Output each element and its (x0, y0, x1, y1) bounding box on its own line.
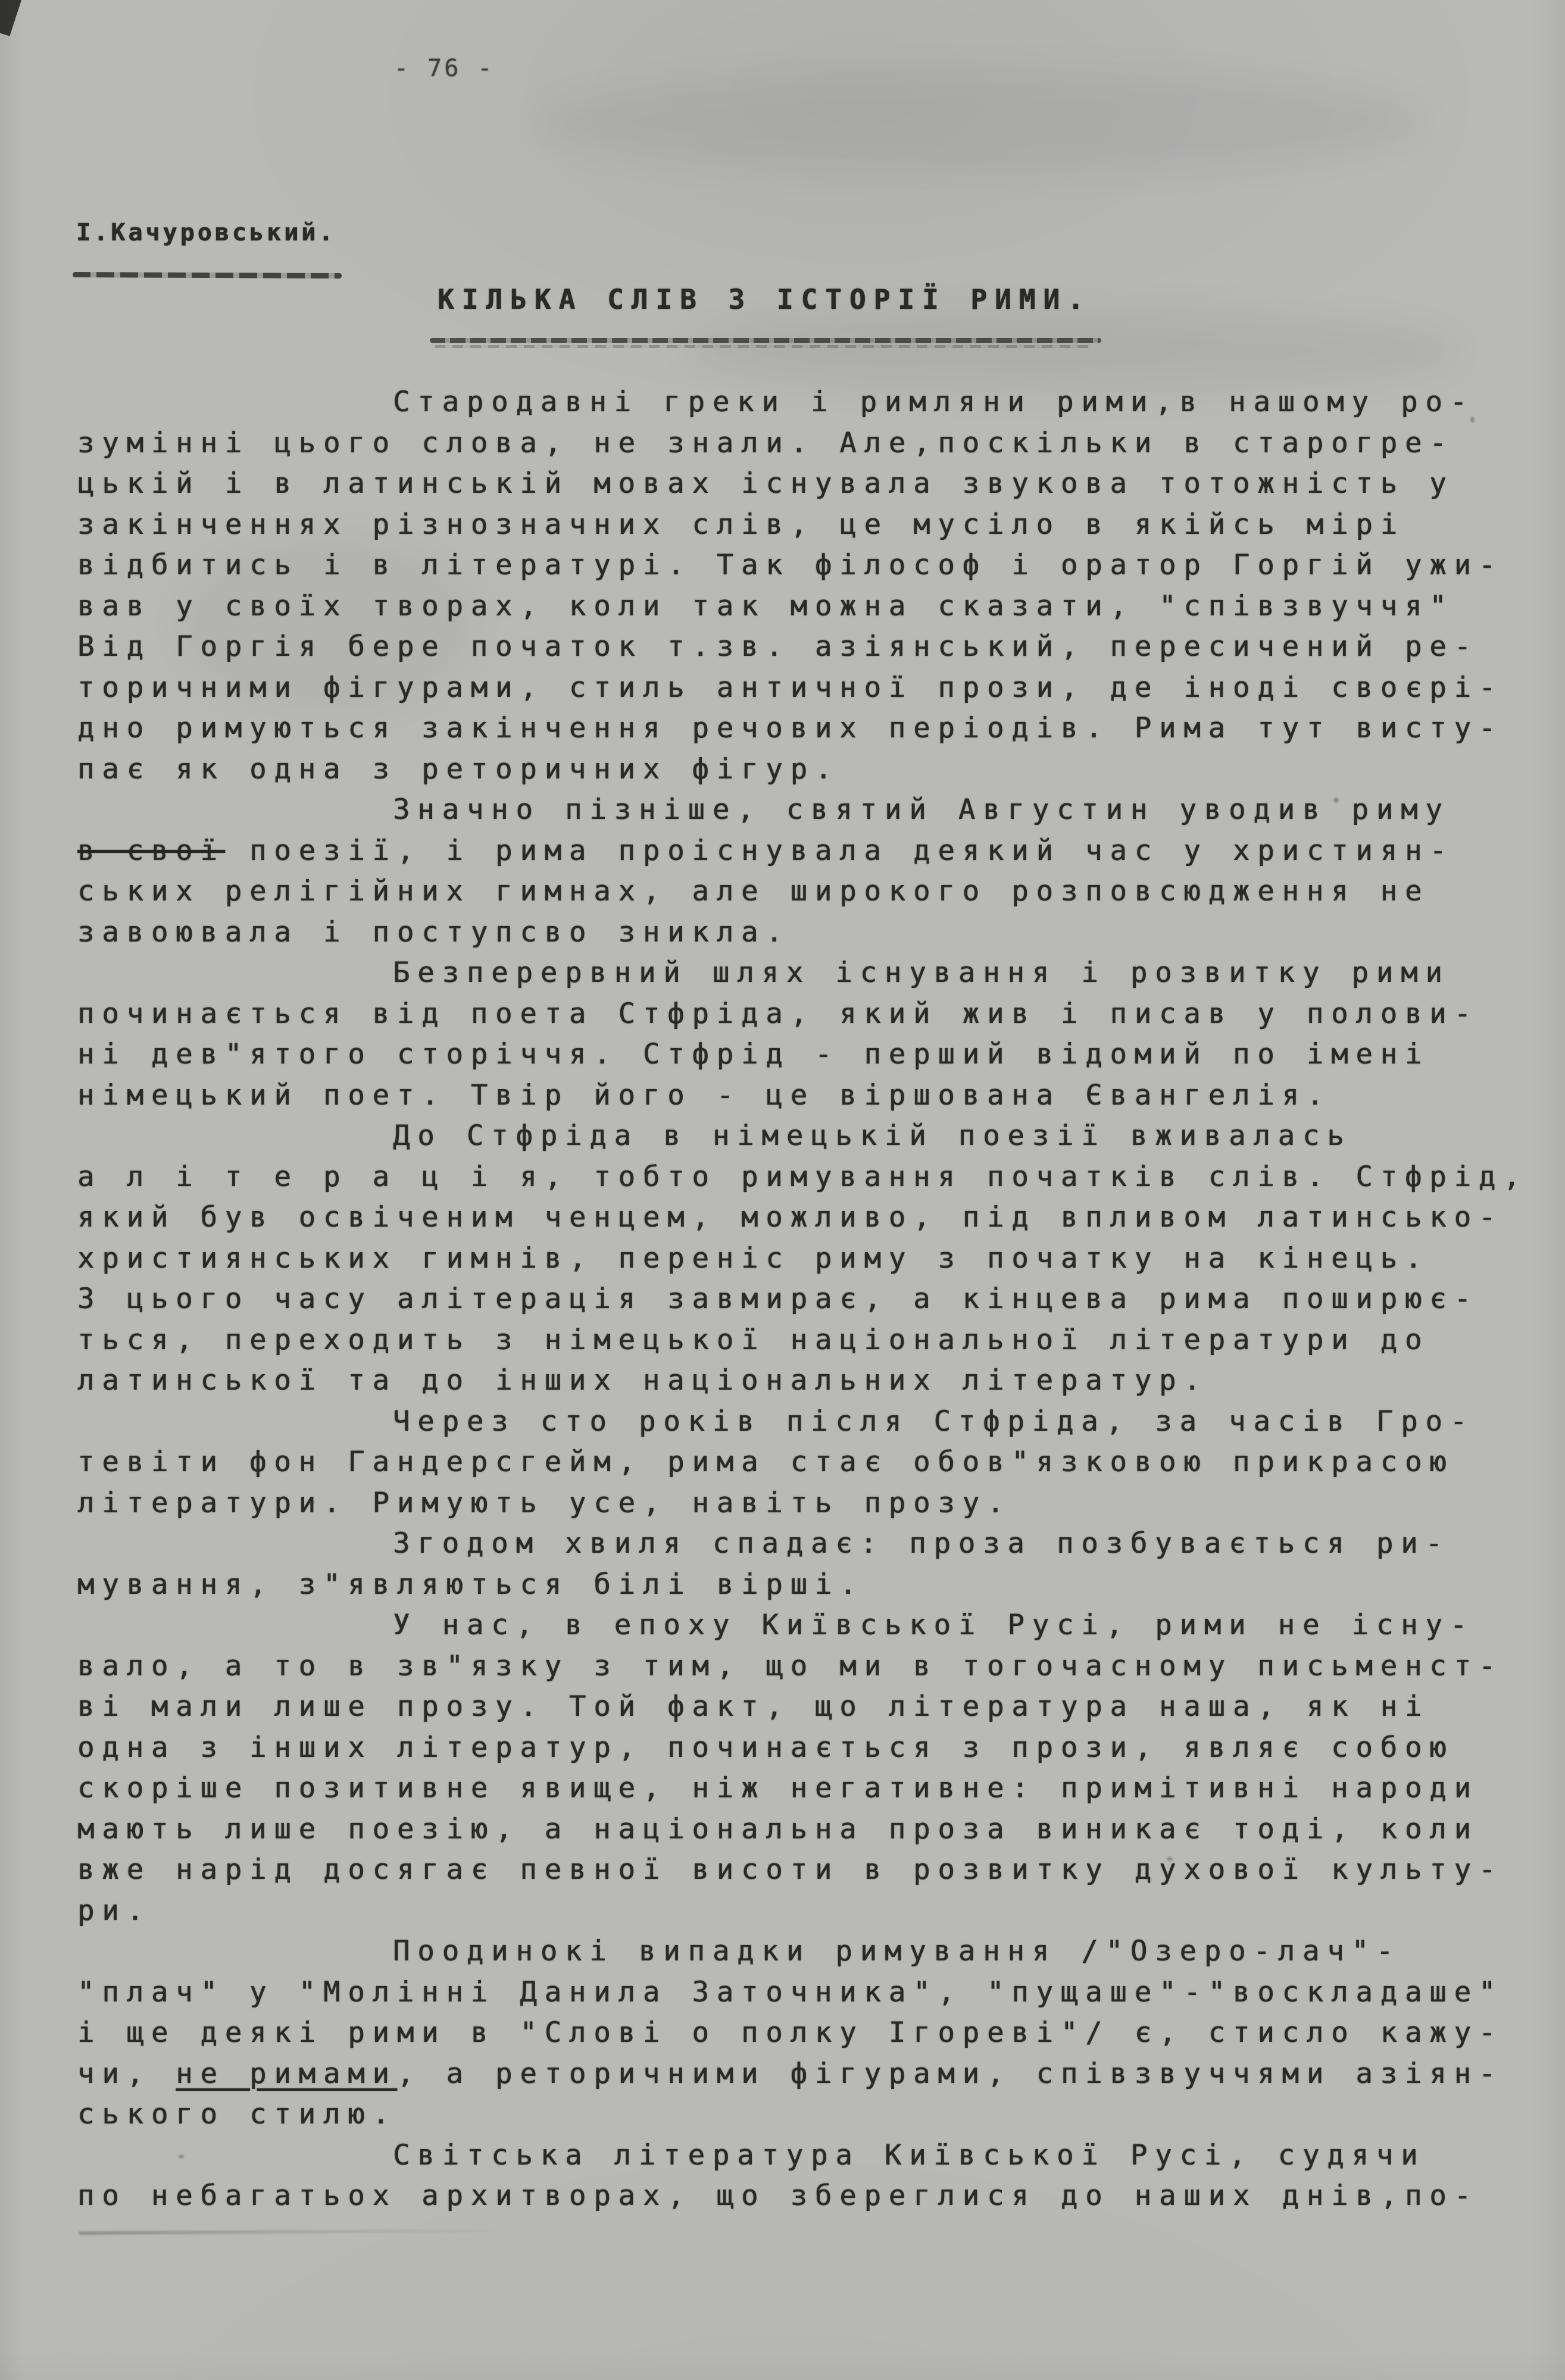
typed-line (77, 382, 1494, 423)
typed-line (77, 1850, 1504, 1891)
typed-line (77, 668, 1504, 709)
paper-speck (1333, 797, 1339, 803)
typed-line (77, 1075, 1494, 1116)
typed-line (77, 1034, 1494, 1075)
typed-segment-uline: не римами (176, 2057, 397, 2090)
typed-line (77, 2054, 1504, 2095)
typed-line (77, 1565, 1494, 1606)
typed-segment: і ще деякі рими в "Слові о полку Ігореві"/ є, стисло кажу- (77, 2016, 1504, 2049)
typed-line (77, 871, 1494, 912)
typed-line (77, 708, 1504, 749)
typed-line (77, 545, 1504, 586)
typed-text (77, 382, 1528, 2217)
typed-line (77, 1728, 1494, 1769)
typed-line (77, 1483, 1494, 1524)
typed-segment: Стародавні греки і римляни рими,в нашому ро- (393, 386, 1475, 418)
typed-line (77, 2013, 1504, 2054)
typed-line (77, 1931, 1494, 1972)
typed-segment: поезії, і рима проіснувала деякий час у християн- (224, 834, 1454, 867)
typed-segment: Згодом хвиля спадає: проза позбувається ри- (393, 1527, 1450, 1560)
typed-segment: Через сто років після Стфріда, за часів Гро- (393, 1405, 1475, 1438)
typed-line (77, 1239, 1494, 1280)
typed-segment: скоріше позитивне явище, ніж негативне: примітивні народи (77, 1772, 1479, 1804)
typed-segment: вав у своїх творах, коли так можна сказати, "співзвуччя" (77, 589, 1454, 623)
typed-line (77, 749, 1494, 790)
typed-segment: ських релігійних гимнах, але широкого розповсюдження не (77, 875, 1430, 908)
paper-speck (1470, 417, 1475, 423)
typed-segment: цькій і в латинській мовах існувала звукова тотожність у (77, 467, 1454, 500)
typed-segment: Поодинокі випадки римування /"Озеро-лач"- (393, 1935, 1401, 1968)
title-underline-smudge (435, 345, 1089, 348)
typed-segment: З цього часу алітерація завмирає, а кінцева рима поширює- (77, 1283, 1479, 1315)
typed-segment: ві мали лише прозу. Той факт, що література наша, як ні (77, 1690, 1430, 1723)
paper-speck (310, 1500, 314, 1505)
typed-segment: латинської та до інших національних літератур. (77, 1364, 1208, 1397)
typed-line (77, 912, 1494, 953)
typed-segment: закінченнях різнозначних слів, це мусіло в якійсь мірі (77, 508, 1405, 541)
typed-segment: вало, а то в зв"язку з тим, що ми в тогочасному письменст- (77, 1649, 1504, 1682)
typed-line (77, 1361, 1494, 1402)
typed-segment: Світська література Київської Русі, судячи (393, 2138, 1426, 2172)
typed-line (77, 1524, 1494, 1565)
typed-line (77, 1687, 1494, 1728)
typed-line (77, 627, 1494, 668)
typed-segment: Від Горгія бере початок т.зв. азіянський, пересичений ре- (77, 630, 1479, 663)
typed-segment: "плач" у "Молінні Данила Заточника", "пущаше"-"воскладаше" (77, 1975, 1504, 2009)
paper-speck (179, 2154, 184, 2159)
typed-segment: християнських гимнів, переніс риму з початку на кінець. (77, 1241, 1430, 1275)
typed-line (77, 1646, 1504, 1687)
author-underline (73, 272, 342, 279)
typed-line (77, 2135, 1494, 2176)
typed-segment: одна з інших літератур, починається з прози, являє собою (77, 1731, 1454, 1764)
typed-segment: ри. (77, 1894, 151, 1927)
typed-segment: До Стфріда в німецькій поезії вживалась (393, 1119, 1352, 1152)
typed-line (77, 1320, 1494, 1361)
typed-line (77, 586, 1494, 627)
page-number: - 76 - (394, 55, 495, 82)
typed-line (77, 953, 1494, 994)
typed-line (77, 1605, 1494, 1646)
typed-segment: а л і т е р а ц і я, тобто римування початків слів. Стфрід, (77, 1160, 1528, 1193)
typed-segment: ться, переходить з німецької національної літератури до (77, 1323, 1430, 1356)
typed-line (77, 505, 1494, 546)
typed-line (77, 1768, 1494, 1809)
typed-line (77, 423, 1494, 464)
typed-segment: відбитись і в літературі. Так філософ і оратор Горгій ужи- (77, 549, 1504, 581)
typed-line (77, 1972, 1504, 2013)
typed-segment: , а реторичними фігурами, співзвуччями азіян- (396, 2057, 1504, 2090)
scan-smudge (536, 71, 1429, 173)
typed-line (77, 1157, 1528, 1198)
typed-segment: завоювала і поступсво зникла. (77, 915, 791, 949)
typed-line (77, 831, 1494, 872)
typed-segment: вже нарід досягає певної висоти в розвитку духової культу- (77, 1853, 1504, 1886)
typed-line (77, 1402, 1494, 1443)
typed-line (77, 1442, 1494, 1483)
typed-segment: Безперервний шлях існування і розвитку рими (393, 956, 1450, 989)
typed-segment: У нас, в епоху Київської Русі, рими не існу- (393, 1609, 1475, 1641)
typed-segment: мають лише поезію, а національна проза виникає тоді, коли (77, 1812, 1479, 1846)
typed-line (77, 994, 1494, 1035)
typed-line (77, 1197, 1504, 1239)
typed-segment: німецький поет. Твір його - це віршована Євангелія. (77, 1078, 1332, 1112)
article-title: КІЛЬКА СЛІВ З ІСТОРІЇ РИМИ. (438, 283, 1092, 315)
scan-corner-artifact (0, 0, 25, 36)
title-underline (430, 338, 1101, 343)
typed-segment: ні дев"ятого сторіччя. Стфрід - перший відомий по імені (77, 1038, 1430, 1071)
scan-smudge (685, 309, 1458, 393)
typed-line (77, 790, 1494, 831)
typed-segment: ського стилю. (77, 2098, 397, 2131)
typed-segment: чи, (77, 2057, 176, 2090)
typed-line (77, 1891, 1494, 1932)
typed-segment: дно римуються закінчення речових періодів. Рима тут висту- (77, 712, 1504, 745)
paper-speck (1167, 1857, 1173, 1861)
typed-line (77, 1116, 1494, 1157)
typed-line (77, 2094, 1494, 2135)
typed-line (77, 1279, 1494, 1320)
pencil-mark (79, 2229, 495, 2235)
typed-line (77, 1809, 1494, 1850)
typed-segment: тевіти фон Гандерсгейм, рима стає обов"язковою прикрасою (77, 1446, 1454, 1478)
typed-segment: який був освіченим ченцем, можливо, під впливом латинсько- (77, 1201, 1504, 1234)
typed-segment: по небагатьох архитворах, що збереглися до наших днів,по- (77, 2179, 1479, 2212)
typed-segment: пає як одна з реторичних фігур. (77, 752, 840, 786)
author-name: І.Качуровський. (76, 219, 336, 246)
typed-segment: торичними фігурами, стиль античної прози, де іноді своєрі- (77, 671, 1504, 704)
typed-line (77, 2176, 1494, 2217)
typed-segment: літератури. Римують усе, навіть прозу. (77, 1486, 1012, 1519)
typed-segment-strike: в свої (77, 834, 225, 867)
typed-segment: починається від поета Стфріда, який жив і писав у полови- (77, 997, 1479, 1030)
typed-segment: зумінні цього слова, не знали. Але,поскільки в старогре- (77, 426, 1454, 459)
typed-line (77, 464, 1494, 505)
typed-segment: мування, з"являються білі вірші. (77, 1568, 864, 1601)
typed-segment: Значно пізніше, святий Августин уводив риму (393, 793, 1450, 826)
